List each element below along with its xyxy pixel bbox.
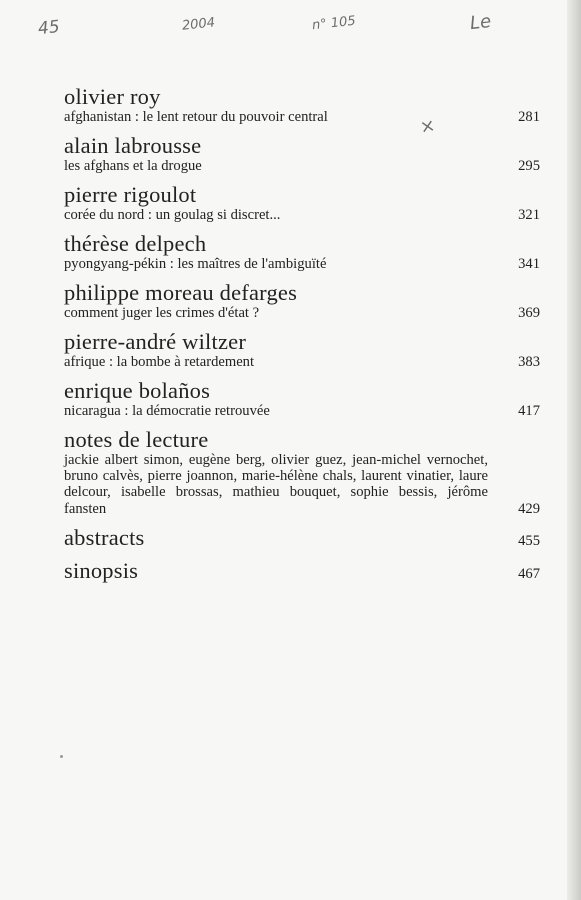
entry-page-number: 467: [518, 565, 540, 582]
entry-row: [64, 354, 540, 370]
entry-page-number: 417: [518, 403, 540, 419]
notes-heading: notes de lecture: [64, 427, 209, 452]
section-label: abstracts: [64, 524, 145, 550]
toc-entry: [64, 84, 540, 125]
toc-entry: [64, 231, 540, 272]
table-of-contents: [64, 84, 540, 591]
entry-row: [64, 305, 540, 321]
handwritten-issue: n° 105: [311, 13, 357, 34]
entry-title: les afghans et la drogue: [64, 158, 202, 174]
handwritten-year: 2004: [181, 15, 216, 34]
notes-de-lecture-entry: [64, 427, 540, 517]
entry-author: philippe moreau defarges: [64, 280, 298, 305]
handwritten-cross-mark: ×: [418, 114, 437, 139]
entry-row: [64, 158, 540, 174]
entry-page-number: 321: [518, 207, 540, 223]
entry-title: nicaragua : la démocratie retrouvée: [64, 403, 270, 419]
entry-page-number: 369: [518, 305, 540, 321]
entry-row: [64, 109, 540, 125]
entry-author: alain labrousse: [64, 133, 202, 158]
toc-entry: [64, 280, 540, 321]
abstracts-entry: [64, 525, 540, 550]
sinopsis-entry: [64, 558, 540, 583]
entry-page-number: 281: [518, 109, 540, 125]
entry-page-number: 295: [518, 158, 540, 174]
entry-title: afghanistan : le lent retour du pouvoir central: [64, 109, 328, 125]
entry-author: thérèse delpech: [64, 231, 207, 256]
entry-row: [64, 207, 540, 223]
entry-author: enrique bolaños: [64, 378, 211, 403]
entry-author: pierre-andré wiltzer: [64, 329, 247, 354]
notes-contributors: jackie albert simon, eugène berg, olivier guez, jean-michel vernochet, bruno calvès, pierre joannon, marie-hélène chals, laurent vinatier, laure delcour, isabelle brossas, mathieu bouquet, sophie bessis, jérôme fansten: [64, 452, 488, 517]
entry-title: comment juger les crimes d'état ?: [64, 305, 260, 321]
entry-author: pierre rigoulot: [64, 182, 197, 207]
entry-page-number: 429: [518, 500, 540, 517]
entry-title: corée du nord : un goulag si discret...: [64, 207, 281, 223]
handwritten-number: 45: [37, 16, 61, 40]
entry-page-number: 341: [518, 256, 540, 272]
entry-title: afrique : la bombe à retardement: [64, 354, 255, 370]
entry-page-number: 455: [518, 532, 540, 549]
entry-row: [64, 256, 540, 272]
entry-row: [64, 403, 540, 419]
page-speck: [60, 755, 63, 758]
entry-author: olivier roy: [64, 84, 161, 109]
handwritten-label: Le: [468, 10, 493, 35]
page-edge-shadow: [567, 0, 581, 900]
toc-entry: [64, 182, 540, 223]
entry-title: pyongyang-pékin : les maîtres de l'ambiguïté: [64, 256, 327, 272]
notes-row: [64, 452, 540, 517]
section-label: sinopsis: [64, 557, 139, 583]
toc-entry: [64, 329, 540, 370]
toc-entry: [64, 378, 540, 419]
entry-page-number: 383: [518, 354, 540, 370]
toc-entry: [64, 133, 540, 174]
